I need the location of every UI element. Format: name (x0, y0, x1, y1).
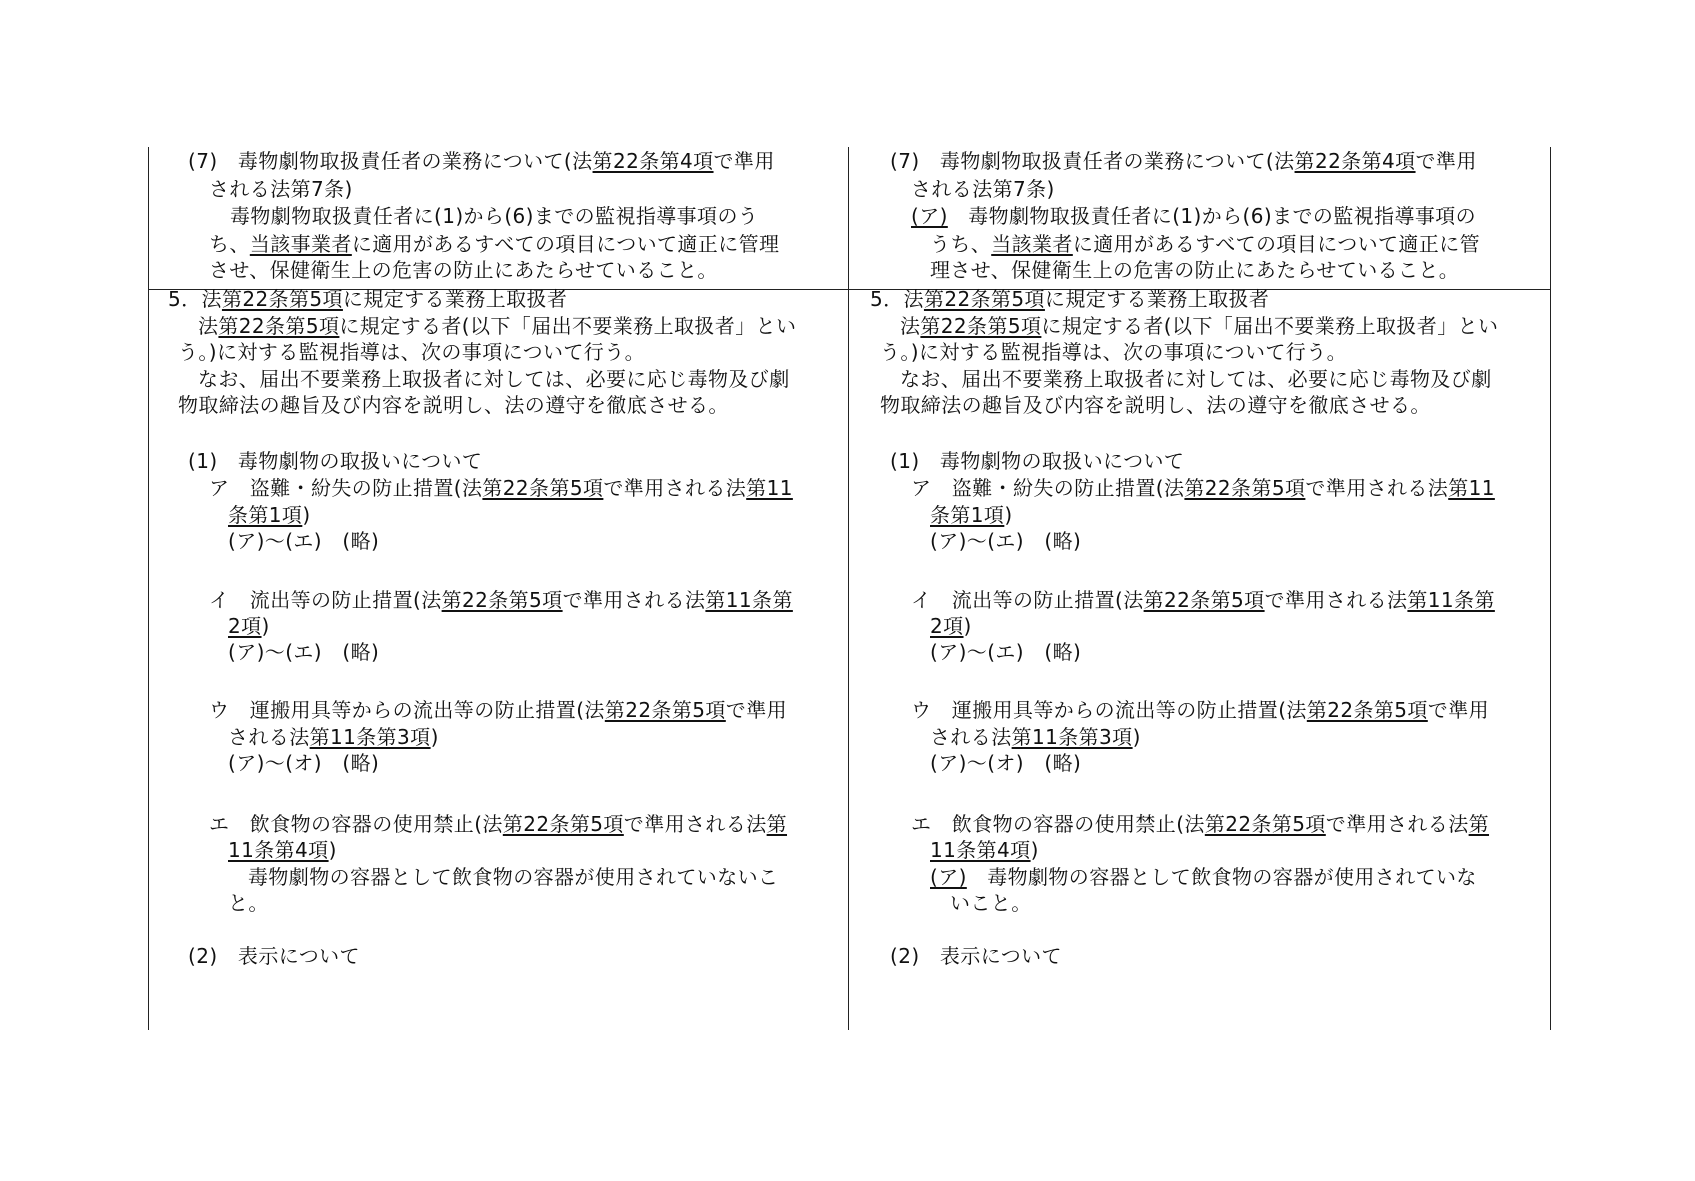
text-line (228, 889, 269, 917)
text-line (209, 230, 779, 258)
text-segment: で準用される法 (1305, 476, 1449, 500)
left-column (148, 147, 848, 1030)
text-segment: (2) 表示について (188, 944, 360, 968)
underlined-text: 第22条第5項 (218, 314, 340, 338)
text-segment: で準用される法 (1264, 588, 1408, 612)
underlined-text: 当該業者 (991, 232, 1073, 256)
text-segment: される法 (228, 725, 310, 749)
underlined-text: 第11条第3項 (309, 725, 431, 749)
text-line (209, 586, 793, 614)
underlined-text: 第22条第5項 (1143, 588, 1265, 612)
text-segment: 物取締法の趣旨及び内容を説明し、法の遵守を徹底させる。 (178, 393, 729, 417)
text-segment: ) (328, 838, 337, 862)
text-segment: に規定する業務上取扱者 (342, 287, 568, 311)
text-segment: 毒物劇物取扱責任者に(1)から(6)までの監視指導事項の (947, 204, 1477, 228)
text-segment: ) (1030, 838, 1039, 862)
text-line (900, 365, 1492, 393)
text-segment: される法 (930, 725, 1012, 749)
underlined-text: 第 (766, 812, 788, 836)
text-line (228, 836, 337, 864)
underlined-text: 第11条第 (705, 588, 793, 612)
text-segment: 毒物劇物取扱責任者に(1)から(6)までの監視指導事項のう (230, 204, 759, 228)
text-segment: (ア)～(エ) (略) (228, 529, 380, 553)
right-column (850, 147, 1550, 1030)
text-line (880, 391, 1431, 419)
text-segment: ) (1004, 503, 1013, 527)
text-segment: ) (430, 725, 439, 749)
text-segment: される法第7条) (209, 177, 353, 201)
text-line (209, 256, 718, 284)
text-segment: で準用 (1415, 149, 1477, 173)
text-segment: う。)に対する監視指導は、次の事項について行う。 (880, 340, 1348, 364)
underlined-text: 第22条第5項 (1184, 476, 1306, 500)
text-line (870, 285, 1269, 313)
table-border-right (1550, 147, 1551, 1030)
text-line (168, 285, 567, 313)
text-segment: ア 盗難・紛失の防止措置(法 (209, 476, 483, 500)
text-line (188, 447, 482, 475)
text-segment: なお、届出不要業務上取扱者に対しては、必要に応じ毒物及び劇 (900, 367, 1492, 391)
text-segment: 5．法 (870, 287, 924, 311)
text-line (228, 749, 379, 777)
text-line (911, 175, 1055, 203)
text-segment: イ 流出等の防止措置(法 (209, 588, 442, 612)
text-segment: イ 流出等の防止措置(法 (911, 588, 1144, 612)
text-line (950, 889, 1032, 917)
underlined-text: (ア) (930, 865, 967, 889)
underlined-text: 第22条第5項 (441, 588, 563, 612)
underlined-text: 第11 (1448, 476, 1495, 500)
text-line (178, 338, 645, 366)
text-line (911, 586, 1495, 614)
underlined-text: 第22条第5項 (502, 812, 624, 836)
text-line (900, 312, 1498, 340)
text-segment: で準用される法 (562, 588, 706, 612)
text-line (930, 638, 1081, 666)
text-line (228, 612, 270, 640)
underlined-text: (ア) (911, 204, 948, 228)
underlined-text: 11条第4項 (228, 838, 329, 862)
text-segment: (1) 毒物劇物の取扱いについて (188, 449, 483, 473)
text-line (911, 474, 1495, 502)
text-line (209, 474, 793, 502)
underlined-text: 第22条第4項 (592, 149, 714, 173)
text-segment: で準用 (713, 149, 775, 173)
text-segment: エ 飲食物の容器の使用禁止(法 (911, 812, 1205, 836)
underlined-text: 11条第4項 (930, 838, 1031, 862)
text-line (228, 638, 379, 666)
text-line (880, 338, 1347, 366)
text-line (209, 696, 787, 724)
text-line (209, 810, 787, 838)
text-line (209, 175, 353, 203)
text-segment: (7) 毒物劇物取扱責任者の業務について(法 (188, 149, 593, 173)
underlined-text: 条第1項 (930, 503, 1005, 527)
text-segment: ) (261, 614, 270, 638)
text-line (230, 202, 758, 230)
text-segment: (ア)～(エ) (略) (228, 640, 380, 664)
underlined-text: 第11 (746, 476, 793, 500)
underlined-text: 第11条第 (1407, 588, 1495, 612)
text-segment: ウ 運搬用具等からの流出等の防止措置(法 (209, 698, 605, 722)
text-segment: うち、 (930, 232, 992, 256)
text-segment: なお、届出不要業務上取扱者に対しては、必要に応じ毒物及び劇 (198, 367, 790, 391)
text-line (930, 863, 1477, 891)
text-segment: 理させ、保健衛生上の危害の防止にあたらせていること。 (930, 258, 1460, 282)
underlined-text: 当該事業者 (249, 232, 352, 256)
text-segment: エ 飲食物の容器の使用禁止(法 (209, 812, 503, 836)
text-segment: ウ 運搬用具等からの流出等の防止措置(法 (911, 698, 1307, 722)
underlined-text: 第22条第5項 (221, 287, 343, 311)
underlined-text: 第22条第5項 (1204, 812, 1326, 836)
underlined-text: 第22条第4項 (1294, 149, 1416, 173)
underlined-text: 第 (1468, 812, 1490, 836)
text-line (930, 527, 1081, 555)
text-segment: 法 (198, 314, 219, 338)
text-line (198, 365, 790, 393)
text-line (930, 836, 1039, 864)
text-line (890, 942, 1062, 970)
text-line (188, 942, 360, 970)
text-segment: いこと。 (950, 891, 1032, 915)
text-segment: で準用 (1427, 698, 1489, 722)
underlined-text: 第11条第3項 (1011, 725, 1133, 749)
text-line (228, 723, 439, 751)
text-segment: (ア)～(エ) (略) (930, 529, 1082, 553)
text-line (178, 391, 729, 419)
text-segment: ア 盗難・紛失の防止措置(法 (911, 476, 1185, 500)
table-column-divider (848, 147, 849, 1030)
text-segment: ) (963, 614, 972, 638)
text-segment: (ア)～(エ) (略) (930, 640, 1082, 664)
text-segment: (2) 表示について (890, 944, 1062, 968)
text-line (248, 863, 778, 891)
text-segment: に規定する者(以下「届出不要業務上取扱者」とい (1041, 314, 1499, 338)
text-segment: 毒物劇物の容器として飲食物の容器が使用されていな (966, 865, 1477, 889)
text-segment: させ、保健衛生上の危害の防止にあたらせていること。 (209, 258, 718, 282)
text-segment: に規定する業務上取扱者 (1044, 287, 1270, 311)
text-segment: (7) 毒物劇物取扱責任者の業務について(法 (890, 149, 1295, 173)
text-line (228, 501, 311, 529)
text-line (930, 230, 1480, 258)
underlined-text: 第22条第5項 (1306, 698, 1428, 722)
text-segment: に適用があるすべての項目について適正に管 (1072, 232, 1481, 256)
underlined-text: 第22条第5項 (482, 476, 604, 500)
text-segment: ) (1132, 725, 1141, 749)
text-line (930, 501, 1013, 529)
text-segment: 物取締法の趣旨及び内容を説明し、法の遵守を徹底させる。 (880, 393, 1431, 417)
text-line (930, 612, 972, 640)
text-segment: で準用される法 (1325, 812, 1469, 836)
text-segment: と。 (228, 891, 269, 915)
text-segment: で準用される法 (623, 812, 767, 836)
underlined-text: 第22条第5項 (923, 287, 1045, 311)
text-segment: う。)に対する監視指導は、次の事項について行う。 (178, 340, 646, 364)
text-segment: ち、 (209, 232, 250, 256)
text-segment: に規定する者(以下「届出不要業務上取扱者」とい (339, 314, 797, 338)
text-segment: (ア)～(オ) (略) (228, 751, 380, 775)
text-line (198, 312, 796, 340)
underlined-text: 第22条第5項 (920, 314, 1042, 338)
text-segment: に適用があるすべての項目について適正に管理 (351, 232, 780, 256)
text-line (890, 147, 1477, 175)
text-line (188, 147, 775, 175)
text-line (930, 749, 1081, 777)
text-segment: で準用 (725, 698, 787, 722)
text-segment: ) (302, 503, 311, 527)
underlined-text: 条第1項 (228, 503, 303, 527)
text-segment: 毒物劇物の容器として飲食物の容器が使用されていないこ (248, 865, 779, 889)
text-line (930, 723, 1141, 751)
text-line (911, 696, 1489, 724)
underlined-text: 第22条第5項 (604, 698, 726, 722)
text-line (911, 202, 1476, 230)
text-line (930, 256, 1459, 284)
comparison-table (148, 147, 1551, 1030)
text-segment: される法第7条) (911, 177, 1055, 201)
text-segment: で準用される法 (603, 476, 747, 500)
underlined-text: 2項 (228, 614, 262, 638)
text-line (228, 527, 379, 555)
text-segment: 法 (900, 314, 921, 338)
text-segment: (1) 毒物劇物の取扱いについて (890, 449, 1185, 473)
text-line (911, 810, 1489, 838)
text-line (890, 447, 1184, 475)
text-segment: 5．法 (168, 287, 222, 311)
underlined-text: 2項 (930, 614, 964, 638)
text-segment: (ア)～(オ) (略) (930, 751, 1082, 775)
